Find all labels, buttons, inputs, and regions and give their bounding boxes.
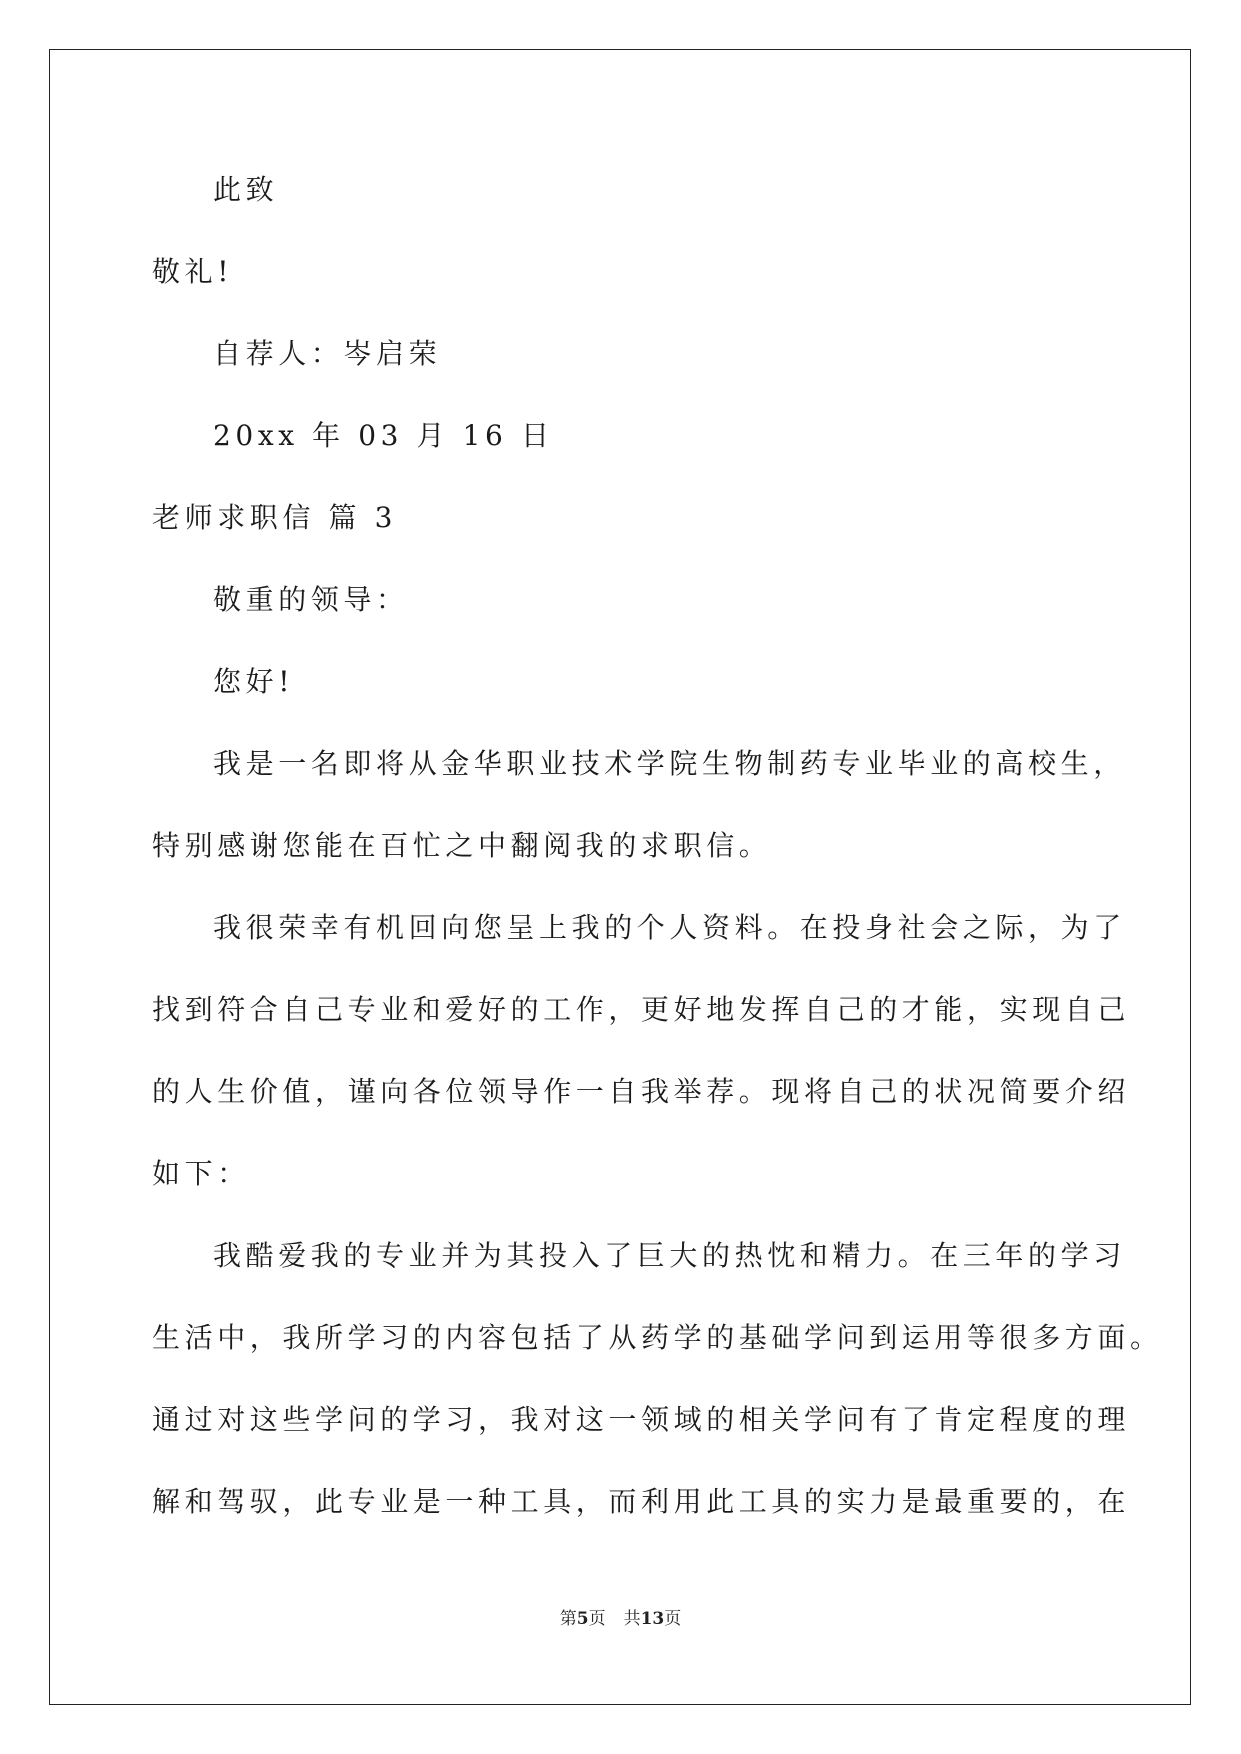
date-line: 20xx 年 03 月 16 日 (213, 419, 554, 452)
paragraph-line: 特别感谢您能在百忙之中翻阅我的求职信。 (152, 829, 772, 862)
page-footer (0, 1608, 1241, 1630)
total-pages-number: 13 (640, 1609, 665, 1629)
paragraph-line: 的人生价值，谨向各位领导作一自我举荐。现将自己的状况简要介绍 (152, 1075, 1131, 1108)
paragraph-line: 通过对这些学问的学习，我对这一领域的相关学问有了肯定程度的理 (152, 1403, 1131, 1436)
current-page-number: 5 (576, 1609, 589, 1629)
salutation-line: 敬礼! (152, 255, 234, 288)
paragraph-line: 我酷爱我的专业并为其投入了巨大的热忱和精力。在三年的学习 (213, 1239, 1126, 1272)
paragraph-line: 生活中，我所学习的内容包括了从药学的基础学问到运用等很多方面。 (152, 1321, 1163, 1354)
paragraph-line: 我是一名即将从金华职业技术学院生物制药专业毕业的高校生， (213, 747, 1126, 780)
section-heading: 老师求职信 篇 3 (152, 501, 398, 534)
total-suffix: 页 (664, 1609, 682, 1629)
total-prefix: 共 (623, 1609, 641, 1629)
paragraph-line: 我很荣幸有机回向您呈上我的个人资料。在投身社会之际，为了 (213, 911, 1126, 944)
paragraph-line: 解和驾驭，此专业是一种工具，而利用此工具的实力是最重要的，在 (152, 1485, 1131, 1518)
paragraph-line: 找到符合自己专业和爱好的工作，更好地发挥自己的才能，实现自己 (152, 993, 1131, 1026)
hello-line: 您好! (213, 665, 295, 698)
page-prefix: 第 (559, 1609, 577, 1629)
paragraph-line: 如下： (152, 1157, 250, 1190)
page-border (49, 49, 1191, 1705)
closing-line: 此致 (213, 173, 279, 206)
page-mid: 页 (588, 1609, 606, 1629)
greeting-line: 敬重的领导： (213, 583, 409, 616)
signer-line: 自荐人：岑启荣 (213, 337, 442, 370)
